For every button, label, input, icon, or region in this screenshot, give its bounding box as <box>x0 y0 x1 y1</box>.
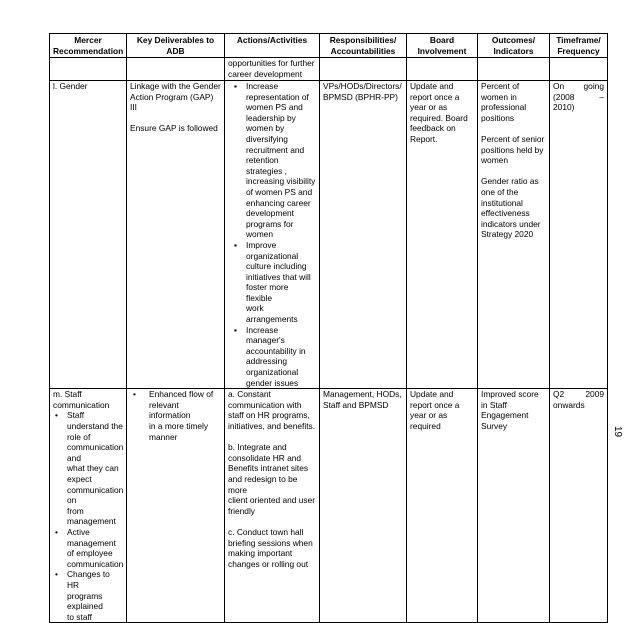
gender-deliverables: Linkage with the Gender Action Program (GAP) III Ensure GAP is followed <box>127 81 225 389</box>
header-deliverables: Key Deliverables to ADB <box>127 34 225 58</box>
header-board: Board Involvement <box>407 34 478 58</box>
communication-title: m. Staff communication <box>53 389 110 410</box>
header-actions: Actions/Activities <box>225 34 320 58</box>
table-row-gender <box>50 81 608 389</box>
communication-outcomes: Improved score in Staff Engagement Survey <box>478 389 550 623</box>
gender-recommendation: l. Gender <box>50 81 127 389</box>
page-number: 19 <box>612 425 624 438</box>
communication-deliverables <box>127 389 225 623</box>
header-recommendation: Mercer Recommendation <box>50 34 127 58</box>
communication-board: Update and report once a year or as required <box>407 389 478 623</box>
gender-action-item: ▪ Increase representation of women PS and leadership by women by diversifying recruitment and retention strategies , increasing visibility of women PS and enhancing career development programs for women <box>234 81 316 240</box>
header-outcomes: Outcomes/ Indicators <box>478 34 550 58</box>
table-row-carryover <box>50 58 608 81</box>
communication-timeframe: Q2 2009 onwards <box>550 389 608 623</box>
communication-item: • Staff understand the role of communication and what they can expect communication on from management <box>55 410 123 527</box>
communication-actions: a. Constant communication with staff on HR programs, initiatives, and benefits. b. Integrate and consolidate HR and Benefits intranet sites and redesign to be more client oriented and user friendly c. Conduct town hall briefing sessions when making important changes or rolling out <box>225 389 320 623</box>
header-timeframe: Timeframe/ Frequency <box>550 34 608 58</box>
gender-timeframe: On going (2008 – 2010) <box>550 81 608 389</box>
communication-item: • Changes to HR programs explained to staff <box>55 569 123 622</box>
communication-deliverable: • Enhanced flow of relevant information in a more timely manner <box>133 389 221 442</box>
deliverables-table <box>49 33 608 623</box>
carryover-actions: opportunities for further career development <box>225 58 320 81</box>
gender-responsibilities: VPs/HODs/Directors/ BPMSD (BPHR-PP) <box>320 81 407 389</box>
header-responsibilities: Responsibilities/ Accountabilities <box>320 34 407 58</box>
gender-outcomes: Percent of women in professional positions Percent of senior positions held by women Gender ratio as one of the institutional effectiveness indicators under Strategy 2020 <box>478 81 550 389</box>
gender-board: Update and report once a year or as required. Board feedback on Report. <box>407 81 478 389</box>
gender-action-item: ▪ Increase manager's accountability in addressing organizational gender issues <box>234 325 316 389</box>
communication-responsibilities: Management, HODs, Staff and BPMSD <box>320 389 407 623</box>
communication-recommendation <box>50 389 127 623</box>
table-row-staff-communication <box>50 389 608 623</box>
gender-action-item: ▪ Improve organizational culture including initiatives that will foster more flexible work arrangements <box>234 240 316 325</box>
table-header-row <box>50 34 608 58</box>
communication-item: • Active management of employee communication <box>55 527 123 569</box>
gender-actions <box>225 81 320 389</box>
